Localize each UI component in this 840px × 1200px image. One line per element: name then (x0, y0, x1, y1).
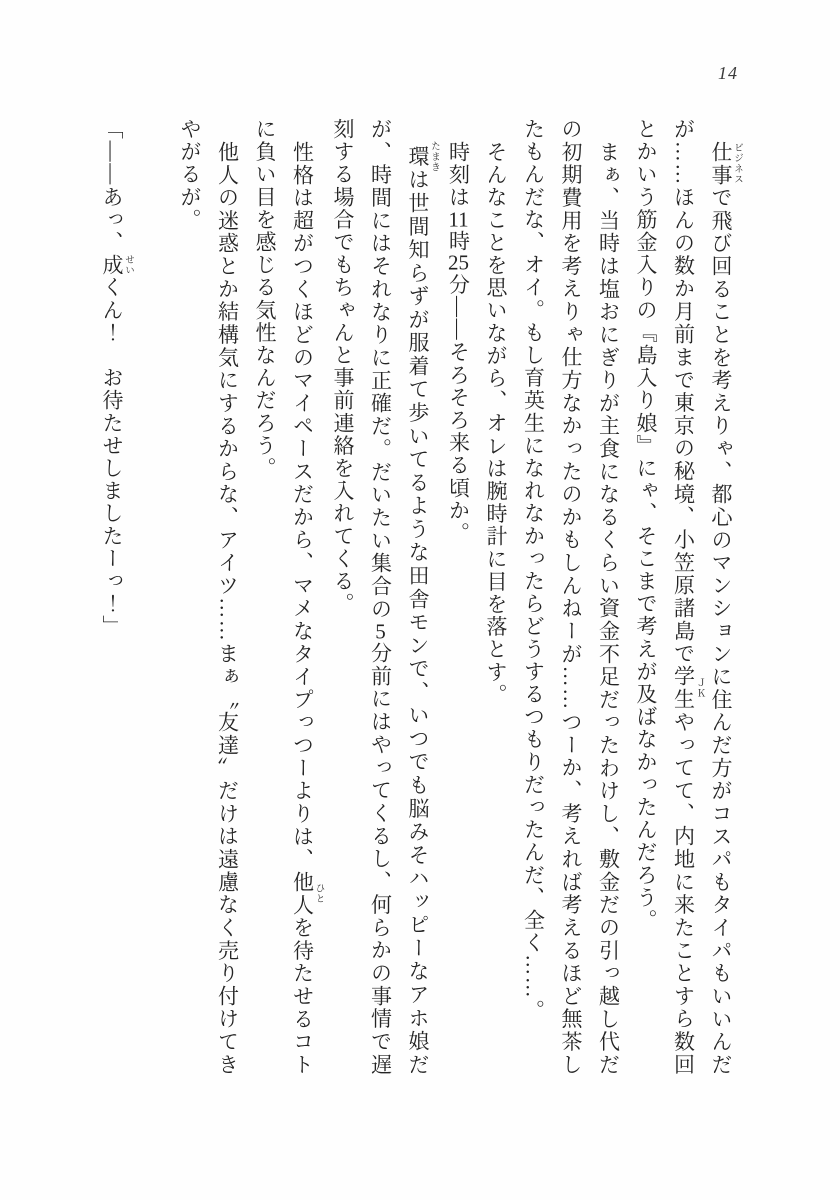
text-run: は世間知らずが服着て歩いてるような田舎モンで、いつでも脳みそハッピーなアホ娘だが、時間にはそれなりに正確だ。だいたい集合の (368, 118, 430, 1076)
text-run: 時刻は (446, 141, 471, 209)
text-run: やってて、内地に来たことすら数回とかいう筋金入りの『島入り娘』にゃ、そこまで考えが及ばなかったんだろう。 (634, 118, 696, 1076)
ruby-annotated-word: 環 たまき (406, 141, 439, 173)
text-run: 分――そろそろ来る頃か。 (446, 273, 471, 545)
ruby-annotated-word: 仕事 ビジネス (709, 141, 742, 187)
ruby-text: せい (123, 253, 133, 277)
text-run: 他人の迷惑とか結構気にするからな、アイツ……まぁ〝友達〟だけは遠慮なく売り付けてきやがるが。 (178, 118, 240, 1076)
tatechuyoko-number: 25 (448, 252, 469, 274)
paragraph (514, 118, 627, 1076)
paragraph (93, 118, 134, 1076)
text-run: まぁ、当時は塩おにぎりが主食になるくらい資金不足だったわけし、敷金だの引っ越し代だの初期費用を考えりゃ仕方なかったのかもしんねーが……つーか、考えれば考えるほど無茶したもんだな、オイ。もし育英生になれなかったらどうするつもりだったんだ、全く……。 (521, 118, 621, 1076)
text-run: 分前にはやってくるし、何らかの事情で遅刻する場合でもちゃんと事前連絡を入れてくる。 (331, 118, 393, 1076)
ruby-text: ビジネス (732, 141, 742, 187)
paragraph (439, 118, 477, 1076)
paragraph (171, 118, 246, 1076)
vertical-text-area (93, 118, 743, 1076)
text-run: くん！ お待たせしましたーっ！」 (100, 276, 124, 638)
tatechuyoko-number: 11 (448, 208, 469, 230)
paragraph (324, 118, 440, 1076)
ruby-annotated-word: 成 せい (100, 253, 133, 277)
text-run: 時 (446, 229, 471, 253)
paragraph (627, 118, 743, 1076)
text-run: 「――あっ、 (100, 118, 124, 254)
tatechuyoko-number: 5 (375, 620, 386, 642)
text-run: で飛び回ることを考えりゃ、都心のマンションに住んだ方がコスパもタイパもいいんだが……ほんの数か月前まで東京の秘境、小笠原諸島で (671, 118, 733, 1076)
text-run: そんなことを思いながら、オレは腕時計に目を落とす。 (484, 141, 508, 706)
page-number: 14 (718, 63, 738, 83)
paragraph (246, 118, 324, 1076)
text-run: 性格は超がつくほどのマイペースだから、マメなタイプっつーよりは、 (290, 141, 315, 871)
ruby-text: ひと (313, 870, 324, 917)
ruby-annotated-word: 学生 ＪＫ (671, 665, 705, 712)
text-run: を待たせるコトに負い目を感じる気性なんだろう。 (253, 118, 315, 1077)
ruby-annotated-word: 他人 ひと (290, 870, 324, 917)
paragraph (477, 118, 515, 1076)
ruby-text: たまき (429, 141, 439, 173)
ruby-text: ＪＫ (694, 665, 705, 711)
